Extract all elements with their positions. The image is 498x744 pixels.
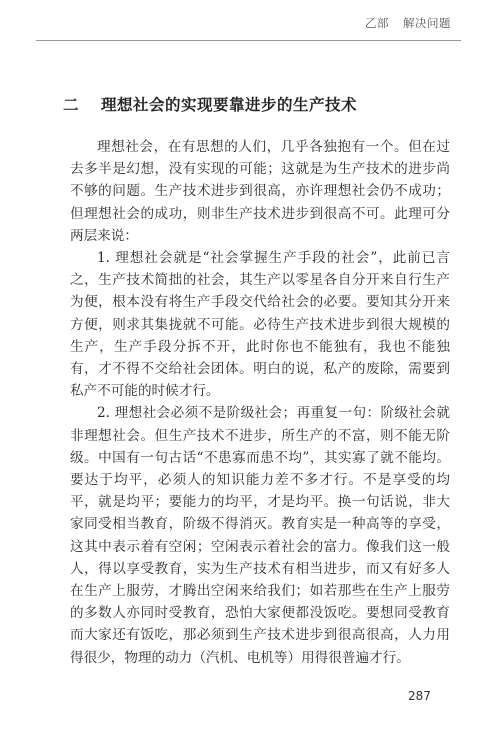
- paragraph: 2. 理想社会必须不是阶级社会；再重复一句：阶级社会就非理想社会。但生产技术不进步，所生产的不富，则不能无阶级。中国有一句古话“不患寡而患不均”，其实寡了就不能均。要达于均平，必须人的知识能力差不多才行。不是享受的均平，就是均平；要能力的均平，才是均平。换一句话说，非大家同受相当教育，阶级不得消灭。教育实是一种高等的享受，这其中表示着有空闲；空闲表示着社会的富力。像我们这一般人，得以享受教育，实为生产技术有相当进步，而又有好多人在生产上服劳，才腾出空闲来给我们；如若那些在生产上服劳的多数人亦同时受教育，恐怕大家便都没饭吃。要想同受教育而大家还有饭吃，那必须到生产技术进步到很高很高，人力用得很少，物理的动力（汽机、电机等）用得很普遍才行。: [70, 405, 450, 666]
- body-text: [70, 136, 450, 669]
- section-number: 二: [63, 96, 80, 114]
- section-heading: [63, 93, 357, 115]
- page-number: 287: [408, 689, 431, 703]
- paragraph: 理想社会，在有思想的人们，几乎各独抱有一个。但在过去多半是幻想，没有实现的可能；这就是为生产技术的进步尚不够的问题。生产技术进步到很高，亦许理想社会仍不成功；但理想社会的成功，则非生产技术进步到很高不可。此理可分两层来说：: [70, 139, 450, 244]
- running-head-chapter: 解决问题: [403, 16, 451, 30]
- section-title: 理想社会的实现要靠进步的生产技术: [101, 96, 358, 114]
- paragraph: 1. 理想社会就是“社会掌握生产手段的社会”，此前已言之，生产技术简拙的社会，其生产以零星各自分开来自行生产为便，根本没有将生产手段交代给社会的必要。要知其分开来方便，则求其集拢就不可能。必待生产技术进步到很大规模的生产，生产手段分拆不开，此时你也不能独有，我也不能独有，才不得不交给社会团体。明白的说，私产的废除，需要到私产不可能的时候才行。: [70, 250, 450, 400]
- running-head: [365, 15, 451, 31]
- running-head-part: 乙部: [365, 16, 389, 30]
- header-rule: [36, 40, 461, 41]
